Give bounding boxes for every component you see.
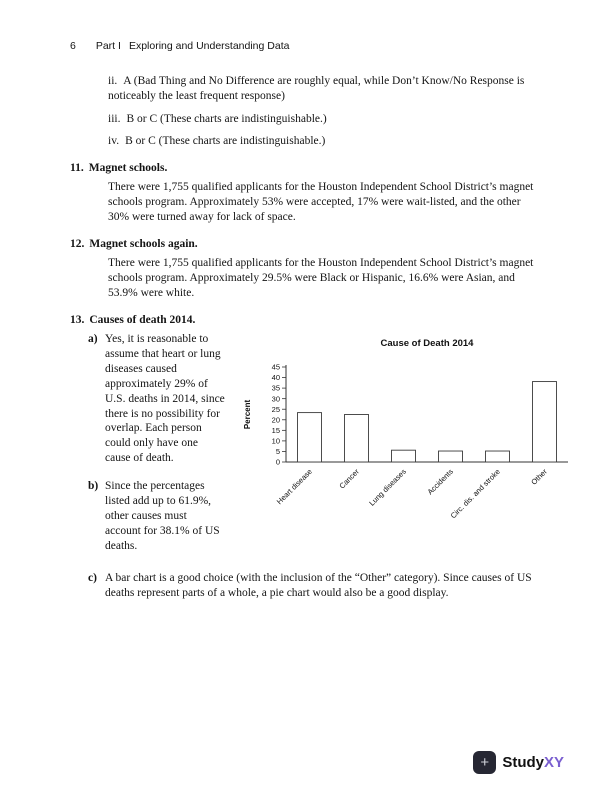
header-part-label: Part I (95, 40, 121, 52)
answer-text-column (88, 332, 226, 567)
answer-item-iii (108, 112, 542, 127)
problem-12-heading (70, 237, 542, 252)
y-tick-label: 40 (271, 372, 280, 382)
y-axis-title: Percent (243, 399, 252, 430)
x-tick-label: Circ. dis. and stroke (448, 466, 502, 521)
answer-item-label: ii. (108, 74, 118, 87)
y-tick-label: 0 (275, 457, 280, 467)
bar-other (533, 381, 557, 461)
x-tick-label: Heart disease (274, 466, 314, 506)
problem-title: Magnet schools again. (89, 238, 198, 251)
x-tick-label: Other (529, 466, 549, 487)
y-tick-label: 20 (271, 415, 280, 425)
bar-chart (236, 332, 578, 537)
page-number: 6 (70, 40, 76, 52)
answer-part-label: c) (88, 571, 97, 584)
answer-item-iv (108, 134, 542, 149)
bar-accidents (439, 451, 463, 462)
problem-13-answer-row (88, 332, 549, 567)
answer-part-a (88, 332, 226, 466)
answer-item-label: iii. (108, 112, 121, 125)
answer-item-text: B or C (These charts are indistinguishable.) (125, 135, 326, 148)
problem-number: 12. (70, 238, 85, 251)
problem-11-heading (70, 161, 542, 176)
y-tick-label: 15 (271, 425, 280, 435)
answer-item-text: A (Bad Thing and No Difference are roughly equal, while Don’t Know/No Response is noticeably the least frequent response) (108, 74, 525, 102)
problem-title: Magnet schools. (88, 162, 168, 175)
cause-of-death-chart (236, 332, 578, 532)
y-tick-label: 5 (275, 446, 280, 456)
answer-item-ii (108, 74, 542, 104)
problem-11-answer: There were 1,755 qualified applicants for the Houston Independent School District’s magnet schools program. Approximately 53% were accepted, 17% were wait-listed, and the other 30% were turned away for lack of space. (108, 181, 534, 224)
logo-wordmark (502, 753, 564, 773)
answer-part-label: a) (88, 332, 98, 345)
y-tick-label: 25 (271, 404, 280, 414)
answer-part-label: b) (88, 480, 99, 493)
header-title: Exploring and Understanding Data (128, 40, 290, 52)
y-tick-label: 35 (271, 383, 280, 393)
problem-12-answer: There were 1,755 qualified applicants for the Houston Independent School District’s magnet schools program. Approximately 29.5% were Black or Hispanic, 16.6% were Asian, and 53.9% were white. (108, 257, 534, 299)
answer-item-text: B or C (These charts are indistinguishable.) (126, 112, 327, 125)
x-tick-label: Accidents (425, 466, 455, 497)
logo-text-study: Study (502, 753, 544, 771)
y-tick-label: 10 (271, 436, 280, 446)
problem-number: 11. (70, 162, 84, 175)
problem-number: 13. (70, 313, 85, 326)
answer-part-b (88, 479, 226, 554)
studyxy-logo (473, 751, 564, 774)
y-tick-label: 45 (271, 362, 280, 372)
problem-title: Causes of death 2014. (89, 313, 196, 326)
answer-part-text: A bar chart is a good choice (with the inclusion of the “Other” category). Since causes of US deaths represent parts of a whole, a pie chart would also be a good display. (105, 571, 532, 599)
bar-circ-dis-and-stroke (486, 451, 510, 462)
x-tick-label: Cancer (337, 466, 361, 491)
bar-lung-diseases (392, 450, 416, 462)
answer-part-c (88, 571, 542, 601)
x-tick-label: Lung diseases (367, 466, 408, 508)
bar-cancer (345, 414, 369, 462)
page-header (70, 40, 542, 54)
problem-13-heading (70, 313, 542, 328)
plus-icon: + (473, 751, 496, 774)
chart-title: Cause of Death 2014 (380, 337, 474, 349)
y-tick-label: 30 (271, 394, 280, 404)
answer-item-label: iv. (108, 135, 120, 148)
logo-text-xy: XY (543, 753, 564, 771)
answer-part-text: Yes, it is reasonable to assume that heart or lung diseases caused approximately 29% of U.S. deaths in 2014, since there is no possibility for overlap. Each person could only have one cause of death. (105, 332, 225, 465)
answer-part-text: Since the percentages listed add up to 61.9%, other causes must account for 38.1% of US deaths. (105, 480, 220, 553)
bar-heart-disease (298, 412, 322, 461)
